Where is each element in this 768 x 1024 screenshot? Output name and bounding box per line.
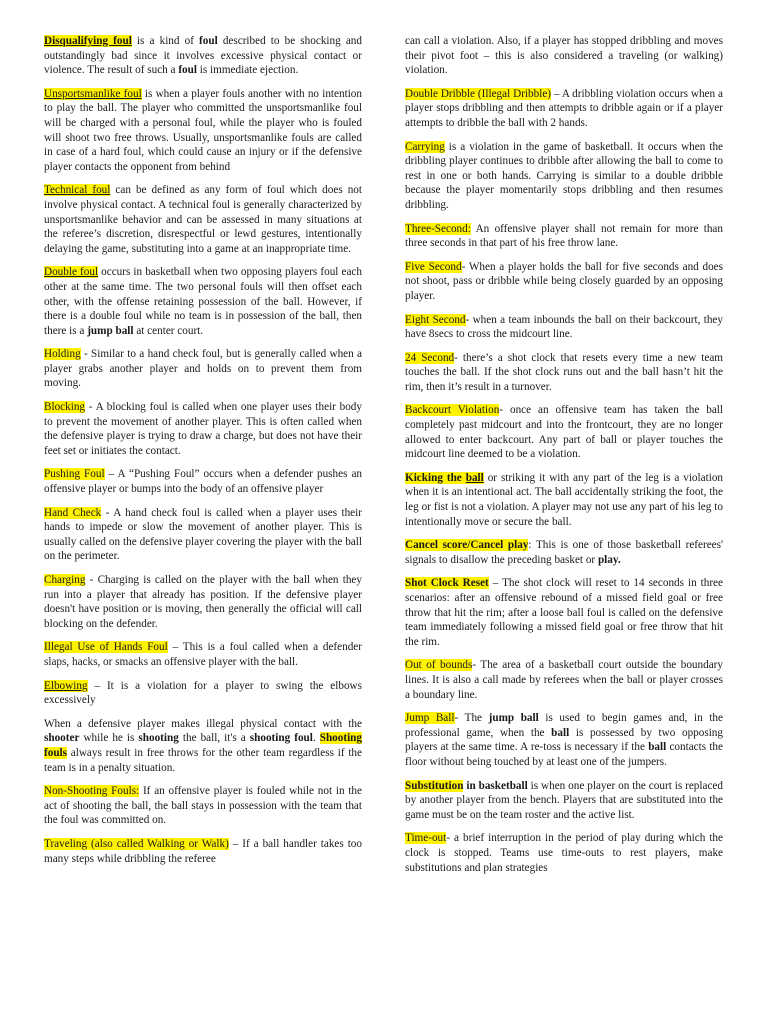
text-segment-disqualifying: described to be shocking and outstandingly bad since it involves excessive physical contact or violence. The result of such a [44,35,362,77]
text-segment-fivesecond: - When a player holds the ball for five seconds and does not shoot, pass or dribble while being closely guarded by an opposing player. [405,260,723,302]
paragraph-carrying [405,140,723,213]
text-segment-jumpball: jump ball [488,712,539,725]
text-segment-shooting: the ball, it's a [178,732,250,745]
text-segment-shooting: always result in free throws for the other team regardless if the team is in a penalty situation. [44,746,362,774]
term-elbowing: Elbowing [44,679,88,692]
text-segment-jumpball: contacts the floor without being touched by at least one of the jumpers. [405,741,723,768]
paragraph-illegalhands [44,640,362,669]
text-segment-blocking: - A blocking foul is called when one player uses their body to prevent the movement of another player. This is often called when the defensive player is trying to draw a charge, but does not have their feet set or initiates the contact. [44,401,362,457]
term-substitution: Substitution [405,779,464,792]
paragraph-elbowing [44,679,362,708]
text-segment-twentyfour: - there’s a shot clock that resets every time a new team touches the ball. If the shot clock runs out and the ball hasn’t hit the rim, then it’s result in a turnover. [405,351,723,393]
term-twentyfour: 24 Second [405,351,455,364]
term-doubledribble: Double Dribble (Illegal Dribble) [405,87,552,100]
paragraph-shooting [44,717,362,775]
paragraph-doubledribble [405,87,723,131]
paragraph-threesecond [405,222,723,251]
text-segment-holding: - Similar to a hand check foul, but is generally called when a player grabs another player and holds on to prevent them from moving. [44,348,362,390]
left-column [44,34,362,875]
text-segment-handcheck: - A hand check foul is called when a player uses their hands to impede or slow the movement of another player. This is usually called on the defensive player covering the player with the ball on the perimeter. [44,506,362,563]
text-segment-disqualifying: is immediate ejection. [196,64,299,77]
text-segment-disqualifying: is a kind of [131,35,200,47]
term-backcourt: Backcourt Violation [405,404,500,417]
text-segment-backcourt: - once an offensive team has taken the ball completely past midcourt and into the frontcourt, they are no longer allowed to enter backcourt. Any part of ball or player touches the midcourt line deemed to be a violation. [405,404,724,461]
text-segment-technical: can be defined as any form of foul which does not involve physical contact. A technical foul is generally characterized by unsportsmanlike behavior and can be assessed in many situations at the referee’s discretion, disrespectful or lewd gestures, intentionally delaying the game, substituting into a game at an inappropriate time. [44,184,362,255]
text-segment-jumpball: is used to begin games and, in the professional game, when the [405,712,723,739]
text-segment-shooting: while he is [79,732,139,745]
term-holding: Holding [44,348,81,361]
term-illegalhands: Illegal Use of Hands Foul [44,641,168,654]
term-shooting: Shooting fouls [44,732,362,759]
term-cancel: Cancel score/Cancel play [405,539,529,552]
paragraph-traveling [44,837,362,866]
term-technical: Technical foul [44,184,111,197]
text-segment-charging: - Charging is called on the player with the ball when they run into a player that already has position. If the defensive player doesn't have position or is moving, then generally the official will call blocking on the defender. [44,574,362,630]
term-threesecond: Three-Second: [405,222,471,235]
text-segment-shooting: shooter [44,732,80,745]
term-nonshooting: Non-Shooting Fouls: [44,785,140,798]
text-segment-jumpball: ball [551,726,570,739]
text-segment-traveling: – If a ball handler takes too many steps while dribbling the referee [44,837,362,865]
term-jumpball: Jump Ball [405,712,455,725]
term-pushing: Pushing Foul [44,468,105,481]
text-segment-shooting: . [312,732,320,745]
term-charging: Charging [44,574,86,586]
text-segment-shotclock: – The shot clock will reset to 14 seconds in three scenarios: after an offensive rebound of a missed field goal or free throw that hit the rim; after a loose ball foul is called on the defensive team immediately following a missed field goal or free throw that hit the rim. [405,577,723,648]
text-segment-illegalhands: – This is a foul called when a defender slaps, hacks, or smacks an offensive player with the ball. [44,641,362,668]
term-carrying: Carrying [405,140,445,153]
text-segment-outofbounds: - The area of a basketball court outside the boundary lines. It is also a call made by referees when the ball or player crosses a boundary line. [405,659,723,701]
paragraph-kicking [405,471,723,529]
paragraph-pushing [44,467,362,496]
term-disqualifying: Disqualifying foul [44,35,132,47]
text-segment-eightsecond: - when a team inbounds the ball on their backcourt, they have 8secs to cross the midcourt line. [405,313,723,341]
text-segment-disqualifying: foul [178,64,197,77]
right-column [405,34,723,884]
paragraph-timeout [405,831,723,875]
text-segment-shooting: shooting foul [249,732,313,745]
text-segment-double: occurs in basketball when two opposing players foul each other at the same time. The two personal fouls will then offset each other, with the offense retaining possession of the ball. However, if there is a double foul while no team is in possession of the ball, then there is a [44,266,362,337]
term-kicking: ball [465,471,484,484]
text-segment-cancel: : This is one of those basketball referees' signals to disallow the preceding basket or [405,539,724,566]
text-segment-shooting: shooting [138,732,179,745]
paragraph-outofbounds [405,658,723,702]
paragraph-technical [44,183,362,256]
text-segment-kicking: or striking it with any part of the leg is a violation when it is an intentional act. The ball accidentally striking the foot, the leg or fist is not a violation. A player may not use any part of his leg to intentionally move or secure the ball. [405,471,724,528]
paragraph-double [44,265,362,338]
text-segment-jumpball: ball [648,741,667,754]
paragraph-jumpball [405,711,723,769]
paragraph-cancel [405,538,723,567]
paragraph-unsportsmanlike [44,87,362,175]
term-handcheck: Hand Check [44,506,102,519]
term-timeout: Time-out [405,832,447,845]
text-segment-pushing: – A “Pushing Foul” occurs when a defender pushes an offensive player or bumps into the body of an offensive player [44,468,363,496]
text-segment-elbowing: – It is a violation for a player to swing the elbows excessively [44,679,362,707]
paragraph-traveling_cont [405,34,723,78]
text-segment-doubledribble: – A dribbling violation occurs when a player stops dribbling and then attempts to dribble again or if a player attempts to dribble the ball with 2 hands. [405,87,723,129]
term-traveling: Traveling (also called Walking or Walk) [44,837,229,850]
paragraph-charging [44,573,362,631]
paragraph-shotclock [405,576,723,649]
paragraph-holding [44,347,362,391]
paragraph-twentyfour [405,351,723,395]
text-segment-shooting: When a defensive player makes illegal physical contact with the [44,717,362,730]
paragraph-handcheck [44,506,362,564]
text-segment-double: jump ball [87,324,134,337]
term-fivesecond: Five Second [405,260,462,273]
text-segment-substitution: in basketball [463,779,528,792]
text-segment-jumpball: - The [454,712,489,725]
text-segment-threesecond: An offensive player shall not remain for more than three seconds in that part of his free throw lane. [405,222,723,250]
text-segment-jumpball: is possessed by two opposing players at the same time. A re-toss is necessary if the [405,726,723,754]
text-segment-substitution: is when one player on the court is replaced by another player from the bench. Players that are substituted into the game must be on the team roster and the active list. [405,779,723,821]
text-segment-timeout: - a brief interruption in the period of play during which the clock is stopped. Teams use time-outs to rest players, make substitutions and plan strategies [405,832,723,874]
paragraph-disqualifying [44,34,362,78]
paragraph-fivesecond [405,260,723,304]
paragraph-substitution [405,779,723,823]
paragraph-eightsecond [405,313,723,342]
text-segment-nonshooting: If an offensive player is fouled while not in the act of shooting the ball, the ball stays in possession with the team that the foul was committed on. [44,785,362,827]
term-kicking: Kicking the [405,471,466,484]
text-segment-unsportsmanlike: is when a player fouls another with no intention to play the ball. The player who committed the unsportsmanlike foul will be charged with a personal foul, while the player who is fouled will shoot two free throws. Usually, unsportsmanlike fouls are called in case of a hard foul, which could cause an injury or if the defensive player contacts the opponent from behind [44,87,362,173]
text-segment-traveling_cont: can call a violation. Also, if a player has stopped dribbling and moves their pivot foot – this is also considered a traveling (or walking) violation. [405,35,723,77]
paragraph-blocking [44,400,362,458]
term-shotclock: Shot Clock Reset [405,577,489,590]
term-outofbounds: Out of bounds [405,659,473,672]
text-segment-double: at center court. [133,324,204,337]
term-unsportsmanlike: Unsportsmanlike foul [44,87,142,100]
term-blocking: Blocking [44,401,86,414]
term-double: Double foul [44,266,99,279]
paragraph-nonshooting [44,784,362,828]
term-eightsecond: Eight Second [405,313,466,326]
text-segment-cancel: play. [597,553,621,566]
text-segment-disqualifying: foul [199,35,218,47]
text-segment-carrying: is a violation in the game of basketball. It occurs when the dribbling player continues to dribble after allowing the ball to come to rest in one or both hands. Carrying is similar to a double dribble because the player momentarily stops dribbling and then resumes dribbling. [405,140,723,211]
paragraph-backcourt [405,403,723,461]
